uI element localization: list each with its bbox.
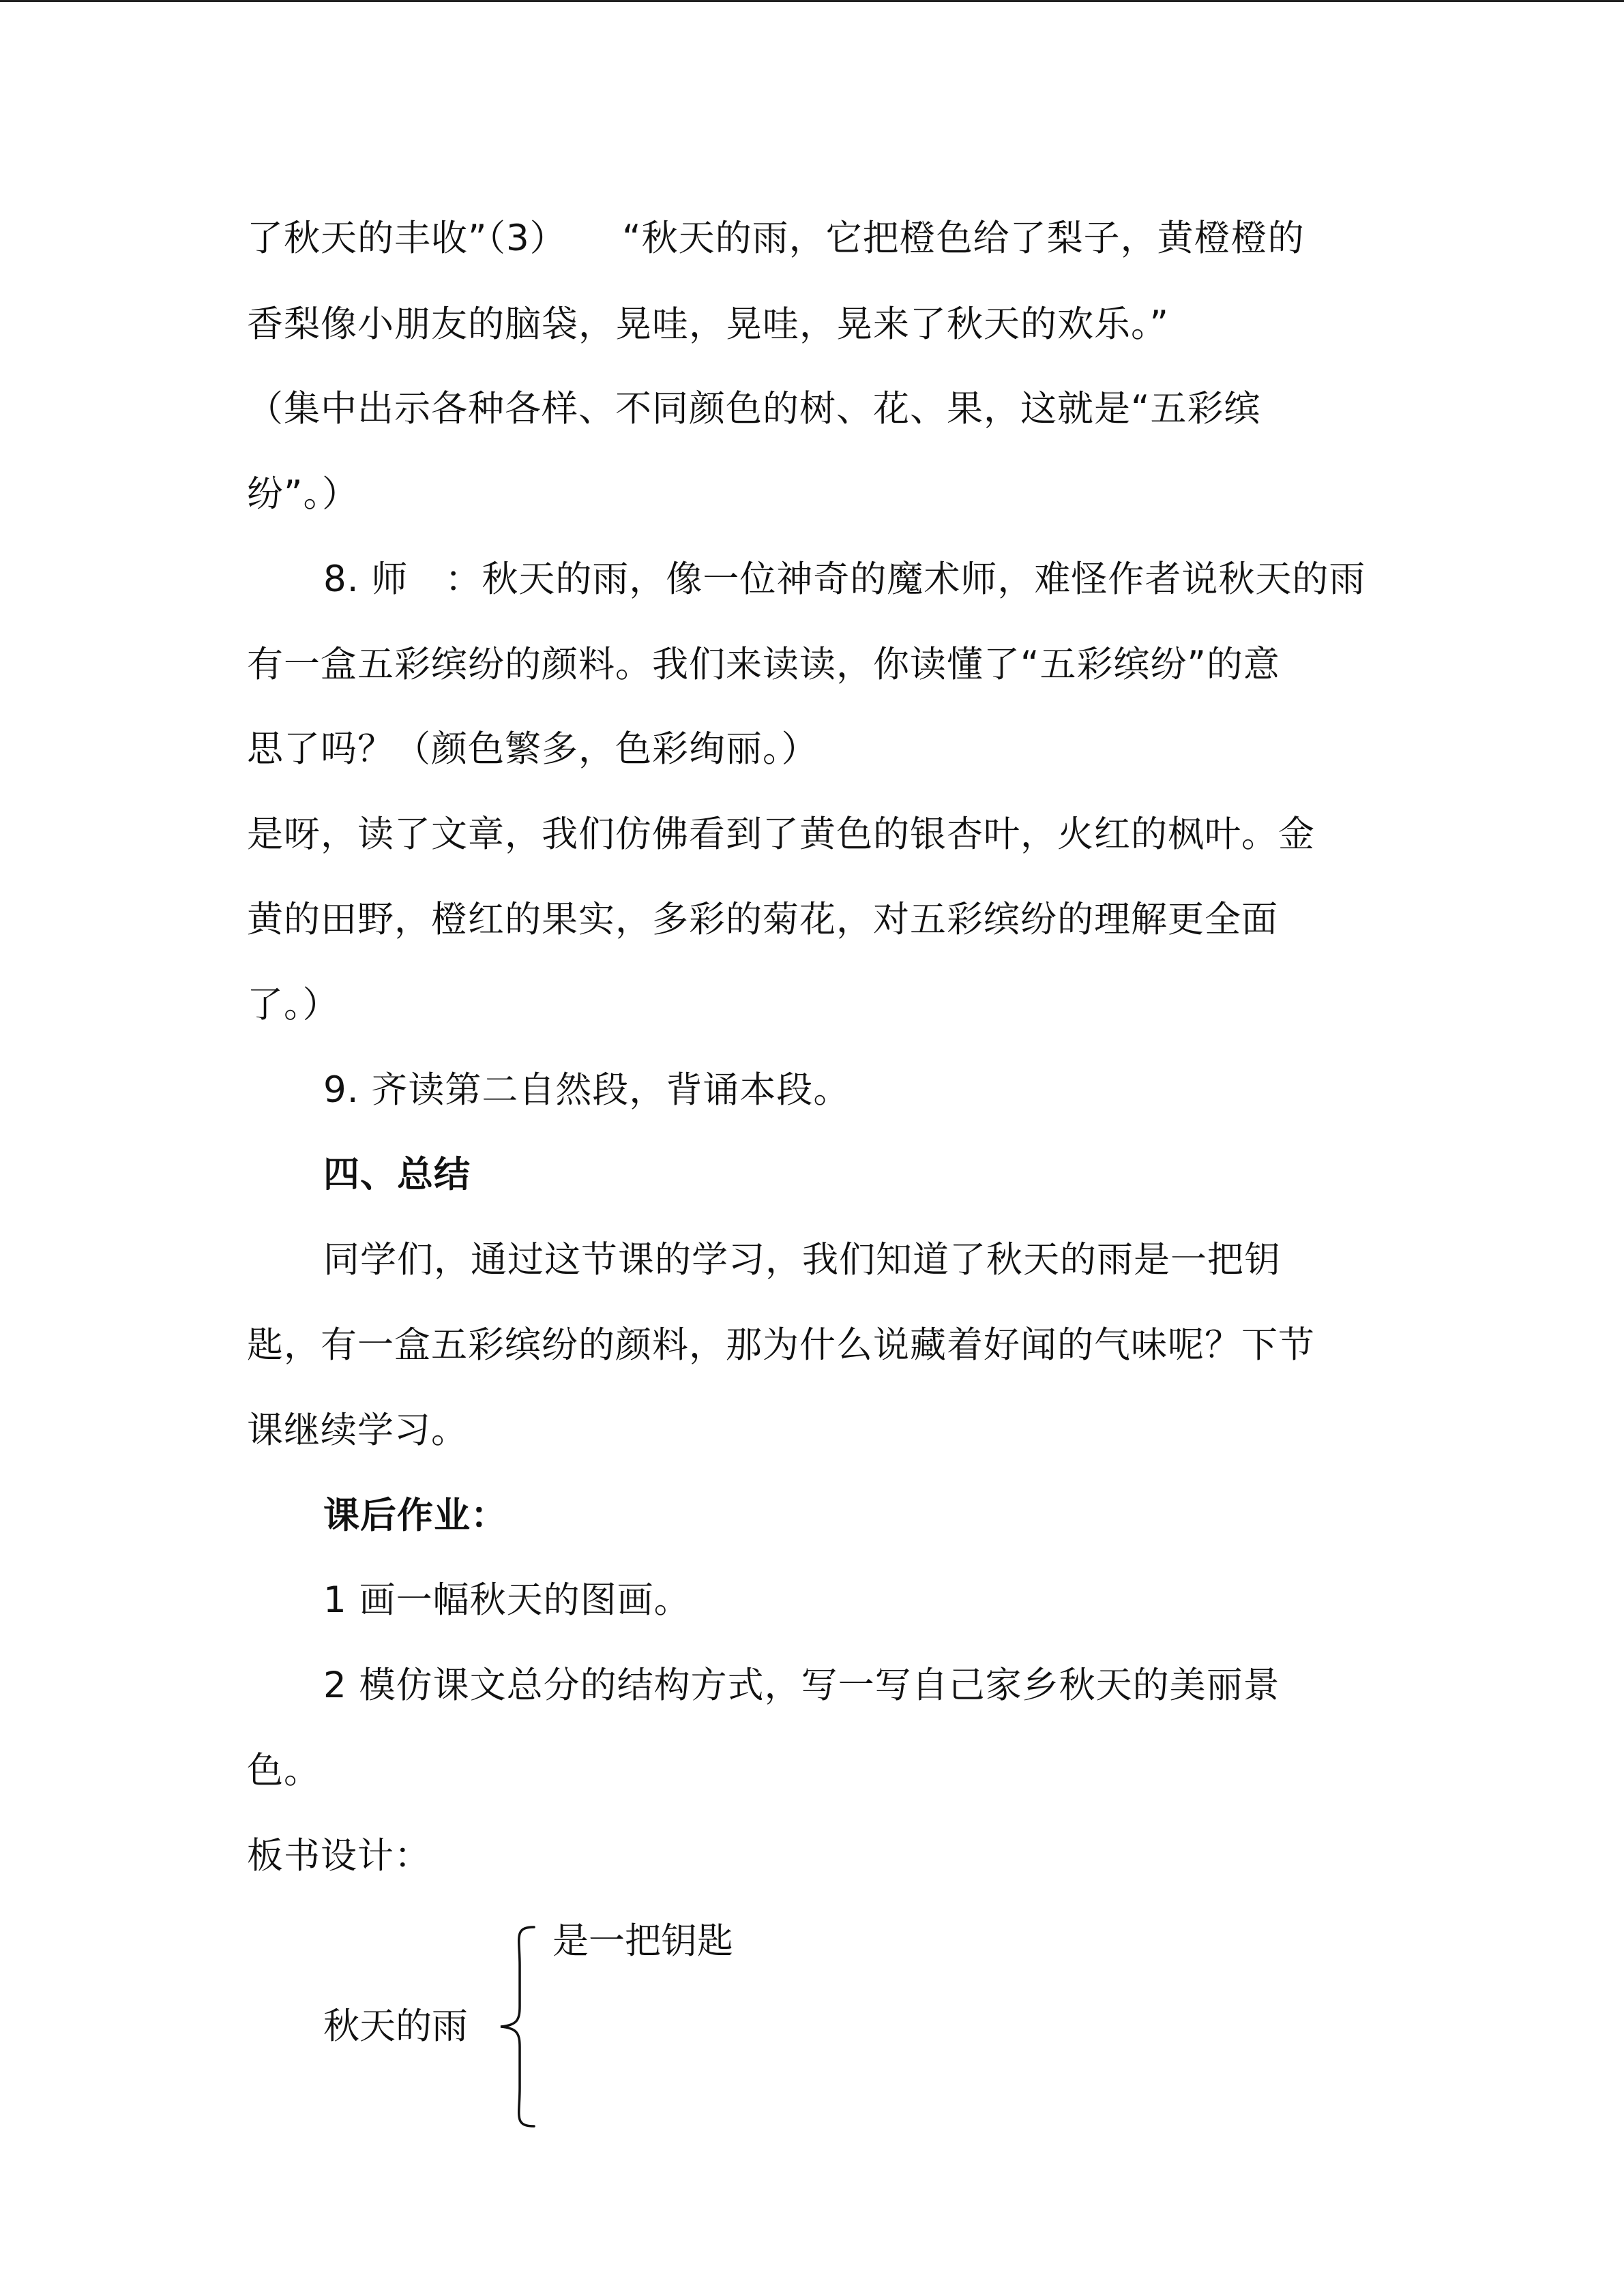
board-heading: 板书设计：: [247, 1835, 431, 1877]
text-line: 9. 齐读第二自然段，背诵本段。: [323, 1069, 851, 1111]
text-line: 是呀，读了文章，我们仿佛看到了黄色的银杏叶，火红的枫叶。金: [247, 814, 1315, 855]
page-top-border: [0, 0, 1624, 2]
text-line: 香梨像小朋友的脑袋，晃哇，晃哇，晃来了秋天的欢乐。”: [247, 303, 1169, 345]
text-line: （集中出示各种各样、不同颜色的树、花、果，这就是“五彩缤: [247, 388, 1261, 430]
homework-item: 2 模仿课文总分的结构方式，写一写自己家乡秋天的美丽景: [323, 1665, 1280, 1706]
text-line: 课继续学习。: [247, 1410, 468, 1451]
text-line: 色。: [247, 1750, 321, 1791]
text-line: 同学们，通过这节课的学习，我们知道了秋天的雨是一把钥: [323, 1239, 1281, 1281]
text-line: 纷”。）: [247, 473, 359, 515]
text-line: 思了吗？（颜色繁多，色彩绚丽。）: [247, 728, 818, 770]
board-title: 秋天的雨: [323, 2006, 468, 2047]
text-line: 匙，有一盒五彩缤纷的颜料，那为什么说藏着好闻的气味呢？下节: [247, 1324, 1315, 1366]
text-line: 黄的田野，橙红的果实，多彩的菊花，对五彩缤纷的理解更全面: [247, 899, 1278, 940]
text-line: 有一盒五彩缤纷的颜料。我们来读读，你读懂了“五彩缤纷”的意: [247, 644, 1280, 685]
homework-heading: 课后作业：: [323, 1495, 507, 1536]
board-branch-item: 是一把钥匙: [552, 1920, 733, 1962]
left-brace-icon: [497, 1924, 537, 2129]
text-line: 了秋天的丰收”（3） “秋天的雨，它把橙色给了梨子，黄橙橙的: [247, 218, 1305, 259]
text-line: 了。）: [247, 984, 340, 1026]
homework-item: 1 画一幅秋天的图画。: [323, 1579, 691, 1621]
text-line: 8. 师 ：秋天的雨，像一位神奇的魔术师，难怪作者说秋天的雨: [323, 558, 1366, 600]
section-heading: 四、总结: [323, 1154, 471, 1195]
